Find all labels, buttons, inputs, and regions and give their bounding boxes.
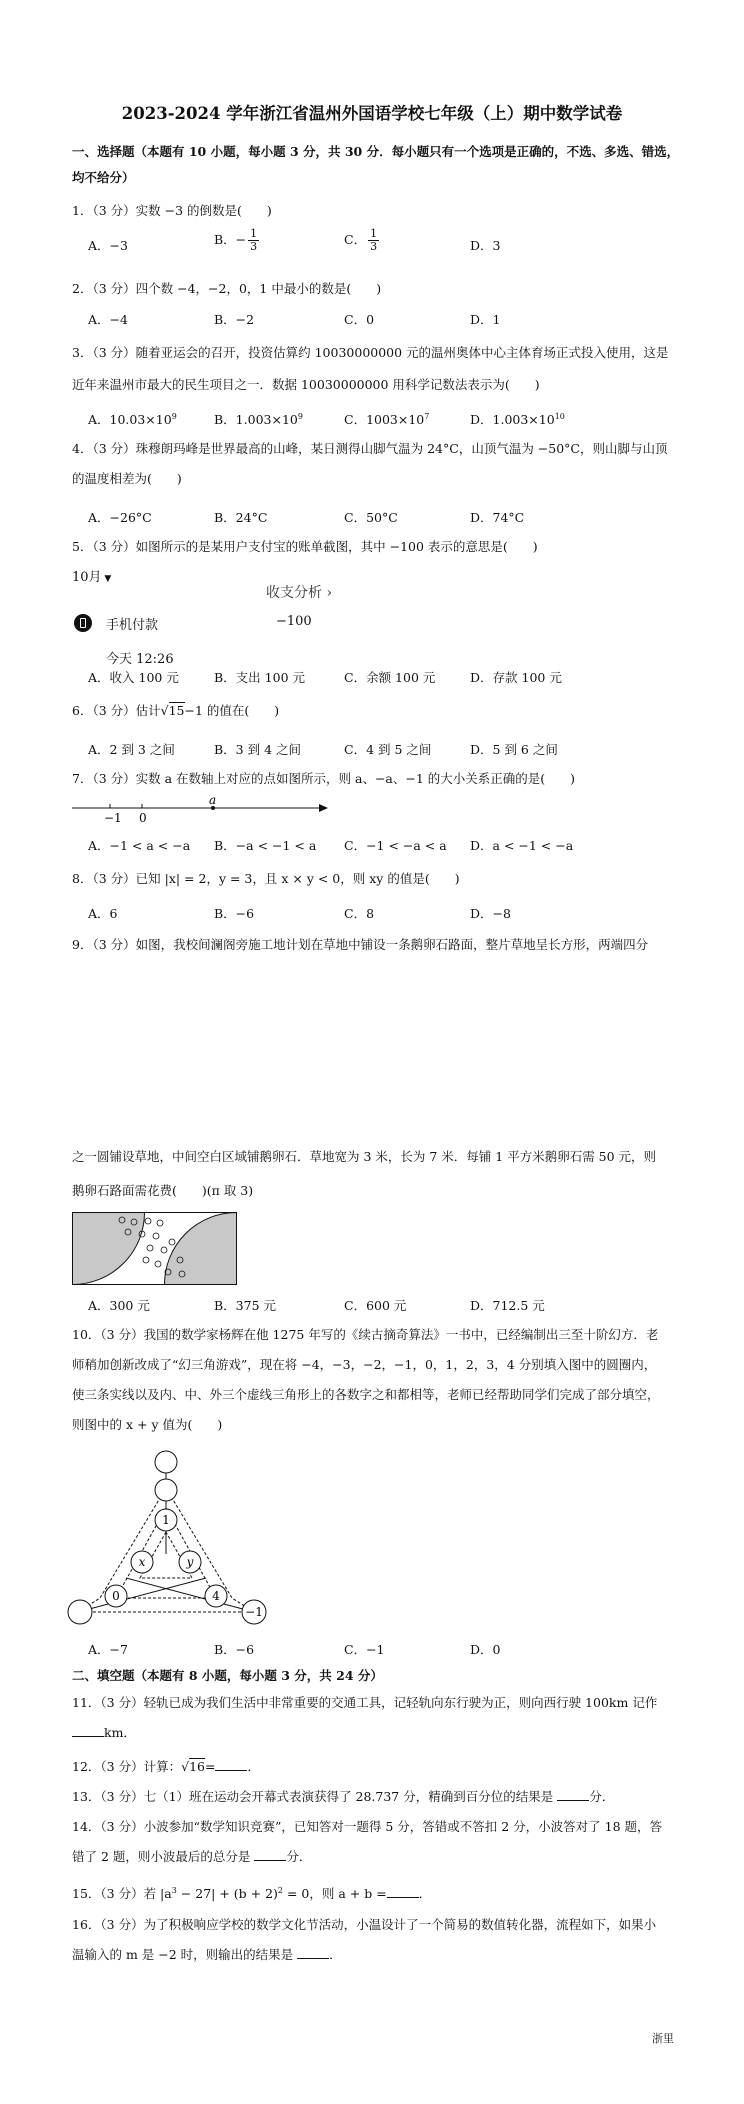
q9-option-b: B．375 元 [214,1298,277,1313]
q11-line2: km． [72,1720,672,1746]
q8-stem: 8．（3 分）已知 |x| = 2，y = 3，且 x × y < 0，则 xy 的值是( ) [72,871,460,886]
q3-option-c: C．$1003\times 10^7$ [344,411,430,427]
q9-line3: 鹅卵石路面需花费( )(π 取 3) [72,1183,254,1198]
q4-option-c: C．50°C [344,510,398,525]
q11-blank [72,1724,104,1737]
q2-stem: 2．（3 分）四个数 −4，−2，0，1 中最小的数是( ) [72,281,382,296]
q5-option-b: B．支出 100 元 [214,670,305,685]
q1-option-c: C． $\frac{1}{3}$ [344,227,378,253]
q7-stem: 7．（3 分）实数 a 在数轴上对应的点如图所示，则 a、−a、−1 的大小关系正确的是( ) [72,771,576,786]
q6-option-a: A．2 到 3 之间 [88,742,175,757]
q3-option-d: D．$1.003\times 10^{10}$ [470,411,565,427]
q7-option-a: A．−1 < a < −a [88,838,191,853]
circle-label-1: 1 [162,1513,170,1527]
q1-stem: 1．（3 分）实数 −3 的倒数是( ) [72,203,272,218]
q8-option-d: D．−8 [470,906,511,921]
number-line [70,794,330,824]
section2-heading: 二、填空题（本题有 8 小题，每小题 3 分，共 24 分） [72,1668,383,1683]
circle-label-0: 0 [112,1589,120,1603]
q15-blank [387,1885,419,1898]
q4-line1: 4．（3 分）珠穆朗玛峰是世界最高的山峰，某日测得山脚气温为 24°C，山顶气温为 −50°C，则山脚与山顶 [72,441,668,456]
q9-option-a: A．300 元 [88,1298,150,1313]
q16-blank [297,1946,329,1959]
q10-option-c: C．−1 [344,1642,385,1657]
bill-analysis: 收支分析 › [266,585,333,601]
circle-label-x: x [138,1555,146,1569]
q6-option-d: D．5 到 6 之间 [470,742,558,757]
bill-item: 手机付款 [106,618,159,633]
q15-line: 15．（3 分）若 $|a^3 - 27| + (b + 2)^2 = 0$，则 a + b = ． [72,1886,432,1902]
page-title: 2023-2024 学年浙江省温州外国语学校七年级（上）期中数学试卷 [121,104,623,123]
q2-option-b: B．−2 [214,312,255,327]
bill-month: 10月 ▼ [72,570,112,585]
q9-line1: 9．（3 分）如图，我校间澜阁旁施工地计划在草地中铺设一条鹅卵石路面，整片草地呈长方形，两端四分 [72,937,649,952]
q10-line3: 使三条实线以及内、中、外三个虚线三角形上的各数字之和都相等，老师已经帮助同学们完成了部分填空， [72,1387,660,1402]
solid-left [78,1578,206,1612]
circle-label-neg1: −1 [245,1605,263,1619]
q6-option-c: C．4 到 5 之间 [344,742,432,757]
label-m1: −1 [104,811,122,824]
circle-label-y: y [186,1555,194,1569]
q10-line2: 师稍加创新改成了“幻三角游戏”，现在将 −4，−3，−2，−1，0，1，2，3，4 分别填入图中的圆圈内， [72,1357,657,1372]
q9-line2: 之一圆铺设草地，中间空白区域铺鹅卵石．草地宽为 3 米，长为 7 米．每铺 1 平方米鹅卵石需 50 元，则 [72,1149,657,1164]
label-a: a [209,794,217,807]
q10-line1: 10．（3 分）我国的数学家杨辉在他 1275 年写的《续古摘奇算法》一书中，已经编制出三至十阶幻方．老 [72,1327,659,1342]
q3-line2: 近年来温州市最大的民生项目之一．数据 10030000000 用科学记数法表示为( ) [72,377,540,392]
q8-option-a: A．6 [88,906,118,921]
q13-blank [557,1788,589,1801]
q8-option-b: B．−6 [214,906,255,921]
q16-line2: 温输入的 m 是 −2 时，则输出的结果是 ． [72,1947,342,1962]
sqrt-symbol: √ [181,1759,190,1774]
phone-icon [74,614,92,632]
q5-stem: 5．（3 分）如图所示的是某用户支付宝的账单截图，其中 −100 表示的意思是( ) [72,539,538,554]
q12-line: 12．（3 分）计算：√16= ． [72,1759,260,1774]
footer-mark: 浙里 [652,2032,674,2045]
circles [68,1451,266,1624]
chevron-right-icon: › [322,585,333,601]
q4-option-d: D．74°C [470,510,525,525]
q10-line4: 则图中的 x + y 值为( ) [72,1417,223,1432]
q8-option-c: C．8 [344,906,375,921]
q14-line2: 错了 2 题，则小波最后的总分是 分． [72,1849,312,1864]
q4-option-a: A．−26°C [88,510,152,525]
q7-option-b: B．−a < −1 < a [214,838,317,853]
q4-option-b: B．24°C [214,510,268,525]
q9-option-c: C．600 元 [344,1298,407,1313]
q13-line: 13．（3 分）七（1）班在运动会开幕式表演获得了 28.737 分，精确到百分位的结果是 分． [72,1789,615,1804]
q12-blank [215,1758,247,1771]
q5-option-d: D．存款 100 元 [470,670,562,685]
q2-option-d: D．1 [470,312,501,327]
section1-heading-line1: 一、选择题（本题有 10 小题，每小题 3 分，共 30 分．每小题只有一个选项是正确的，不选、多选、错选， [72,144,680,159]
q14-blank [254,1848,286,1861]
q6-option-b: B．3 到 4 之间 [214,742,302,757]
q14-line1: 14．（3 分）小波参加“数学知识竞赛”，已知答对一题得 5 分，答错或不答扣 2 分，小波答对了 18 题，答 [72,1819,663,1834]
solid-right [126,1578,254,1612]
q3-option-a: A．$10.03\times 10^9$ [88,411,177,427]
magic-triangle [66,1450,284,1630]
q1-option-d: D．3 [470,238,501,253]
q10-option-b: B．−6 [214,1642,255,1657]
q2-option-a: A．−4 [88,312,128,327]
q10-option-a: A．−7 [88,1642,128,1657]
q1-option-a: A．−3 [88,238,128,253]
q5-option-c: C．余额 100 元 [344,670,436,685]
q7-option-c: C．−1 < −a < a [344,838,447,853]
q2-option-c: C．0 [344,312,375,327]
circle-label-4: 4 [212,1589,220,1603]
lawn-figure [72,1212,238,1286]
sqrt-symbol: √ [160,703,169,718]
caret-down-icon: ▼ [101,574,112,584]
arrow-right-icon [319,804,328,812]
q6-stem: 6．（3 分）估计√15−1 的值在( ) [72,703,280,718]
q10-option-d: D．0 [470,1642,501,1657]
q6-radicand: 15 [168,703,185,718]
q4-line2: 的温度相差为( ) [72,471,182,486]
label-zero: 0 [139,811,147,824]
q3-option-b: B．$1.003\times 10^9$ [214,411,303,427]
q7-option-d: D．a < −1 < −a [470,838,574,853]
q9-option-d: D．712.5 元 [470,1298,545,1313]
q3-line1: 3．（3 分）随着亚运会的召开，投资估算约 10030000000 元的温州奥体中心主体育场正式投入使用，这是 [72,345,669,360]
q16-line1: 16．（3 分）为了积极响应学校的数学文化节活动，小温设计了一个简易的数值转化器，流程如下，如果小 [72,1917,657,1932]
bill-time: 今天 12:26 [106,652,174,667]
q1-option-b: B．− $\frac{1}{3}$ [214,227,258,253]
section1-heading-line2: 均不给分） [72,170,135,185]
q5-option-a: A．收入 100 元 [88,670,179,685]
bill-amount: −100 [276,614,312,629]
q11-line1: 11．（3 分）轻轨已成为我们生活中非常重要的交通工具，记轻轨向东行驶为正，则向西行驶 100km 记作 [72,1695,658,1710]
